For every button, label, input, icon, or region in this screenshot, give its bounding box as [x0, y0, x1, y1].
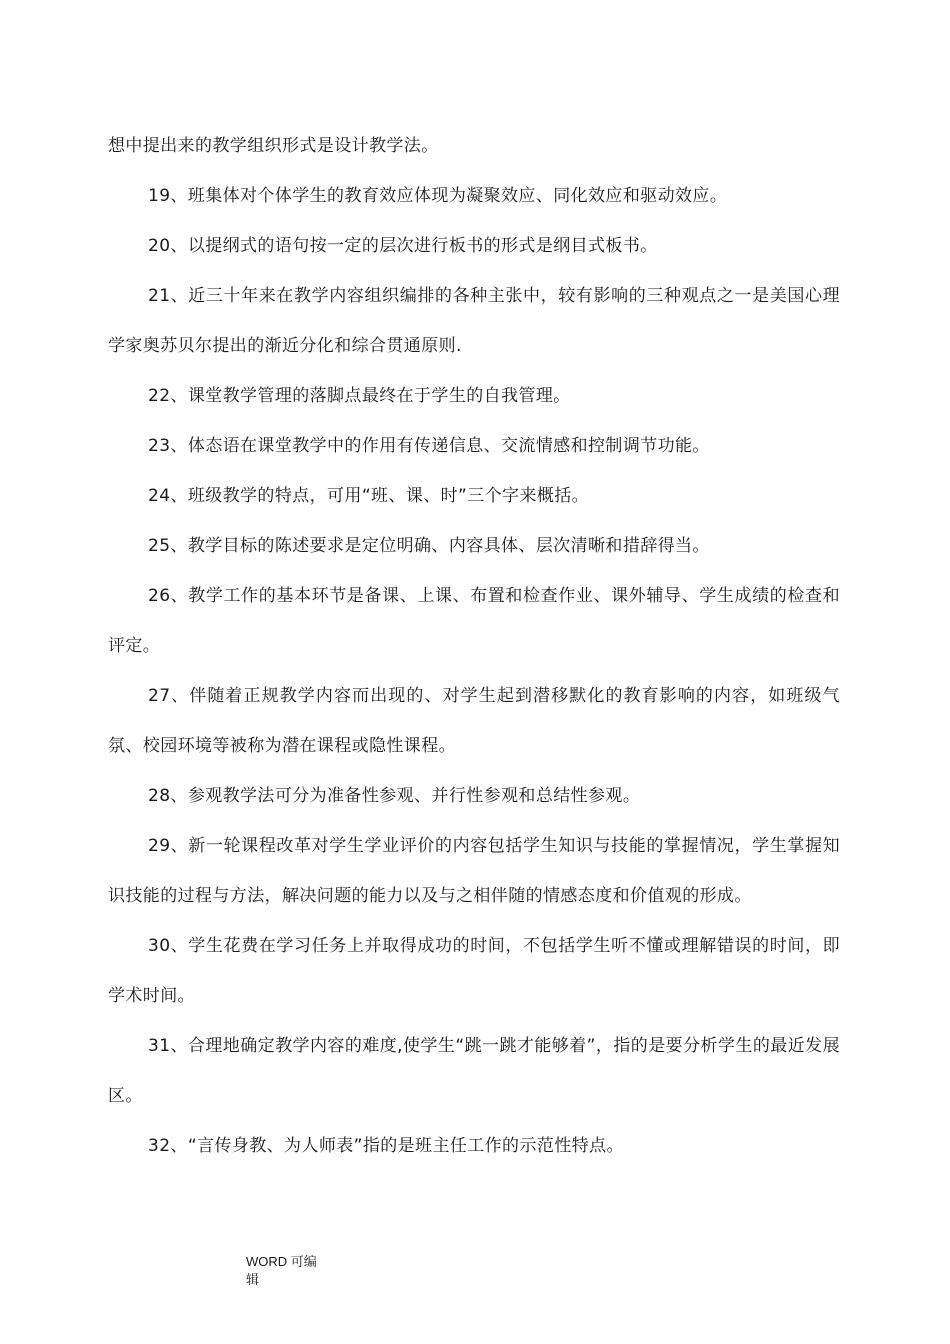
paragraph-25: 25、教学目标的陈述要求是定位明确、内容具体、层次清晰和措辞得当。 [148, 536, 710, 556]
paragraph-20: 20、以提纲式的语句按一定的层次进行板书的形式是纲目式板书。 [148, 236, 658, 256]
paragraph-19: 19、班集体对个体学生的教育效应体现为凝聚效应、同化效应和驱动效应。 [148, 186, 728, 206]
footer-watermark: WORD 可编辑 [246, 1254, 317, 1287]
paragraph-31: 31、合理地确定教学内容的难度,使学生“跳一跳才能够着”，指的是要分析学生的最近发展区。 [108, 1036, 840, 1106]
paragraph-23: 23、体态语在课堂教学中的作用有传递信息、交流情感和控制调节功能。 [148, 436, 710, 456]
paragraph-22: 22、课堂教学管理的落脚点最终在于学生的自我管理。 [148, 386, 571, 406]
paragraph-30: 30、学生花费在学习任务上并取得成功的时间，不包括学生听不懂或理解错误的时间，即学术时间。 [108, 936, 840, 1006]
document-body [108, 121, 840, 1171]
paragraph-27: 27、伴随着正规教学内容而出现的、对学生起到潜移默化的教育影响的内容，如班级气氛、校园环境等被称为潜在课程或隐性课程。 [108, 686, 840, 756]
paragraph-21: 21、近三十年来在教学内容组织编排的各种主张中，较有影响的三种观点之一是美国心理学家奥苏贝尔提出的渐近分化和综合贯通原则. [108, 286, 840, 356]
paragraph-29: 29、新一轮课程改革对学生学业评价的内容包括学生知识与技能的掌握情况，学生掌握知识技能的过程与方法，解决问题的能力以及与之相伴随的情感态度和价值观的形成。 [108, 836, 840, 906]
paragraph-24: 24、班级教学的特点，可用“班、课、时”三个字来概括。 [148, 486, 590, 506]
paragraph-continuation: 想中提出来的教学组织形式是设计教学法。 [108, 136, 439, 156]
paragraph-26: 26、教学工作的基本环节是备课、上课、布置和检查作业、课外辅导、学生成绩的检查和评定。 [108, 586, 840, 656]
paragraph-32: 32、“言传身教、为人师表”指的是班主任工作的示范性特点。 [148, 1136, 624, 1156]
paragraph-28: 28、参观教学法可分为准备性参观、并行性参观和总结性参观。 [148, 786, 641, 806]
